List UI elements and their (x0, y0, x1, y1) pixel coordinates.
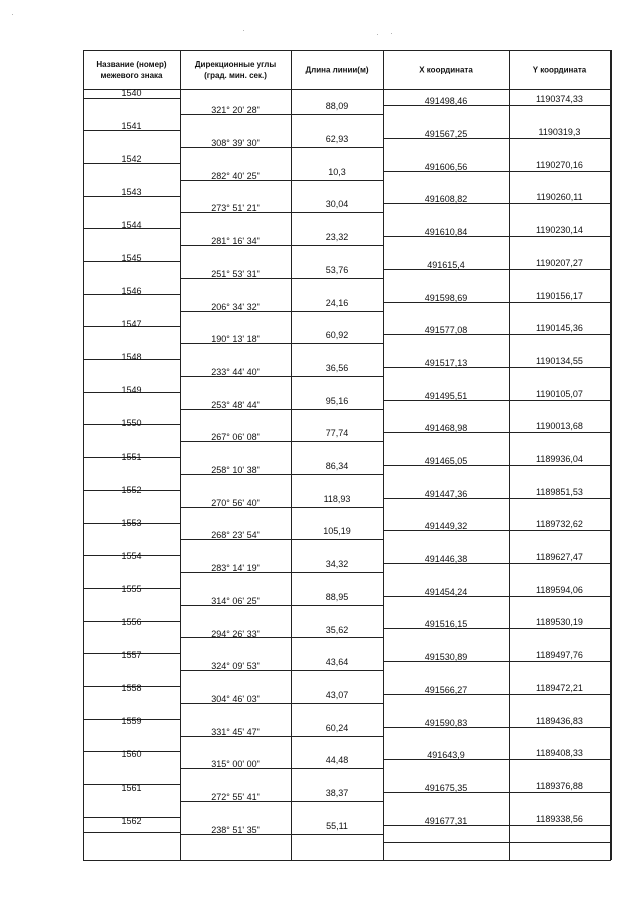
direction-angle: 206° 34' 32" (211, 302, 260, 312)
direction-angle: 267° 06' 08" (211, 432, 260, 442)
header-length-cell (291, 50, 383, 89)
x-coordinate: 491606,56 (424, 162, 468, 172)
x-coordinate: 491610,84 (424, 227, 468, 237)
direction-angle: 314° 06' 25" (211, 596, 260, 606)
x-coordinate: 491577,08 (424, 325, 468, 335)
header-x-cell (383, 50, 509, 89)
y-coordinate: 1190145,36 (536, 323, 583, 333)
y-coordinate: 1189497,76 (536, 650, 583, 660)
line-length: 55,11 (326, 821, 348, 831)
x-coordinate: 491454,24 (424, 587, 468, 597)
header-angle: Дирекционные углы (град. мин. сек.) (194, 59, 277, 80)
point-name: 1558 (121, 683, 142, 693)
y-coordinate: 1189376,88 (536, 781, 583, 791)
x-coordinate: 491598,69 (424, 293, 468, 303)
line-length: 105,19 (323, 526, 351, 536)
x-coordinate: 491517,13 (424, 358, 468, 368)
direction-angle: 253° 48' 44" (211, 400, 260, 410)
point-name: 1541 (121, 121, 142, 131)
point-name: 1551 (121, 452, 142, 462)
line-length: 44,48 (325, 755, 349, 765)
scan-speck (243, 30, 244, 31)
point-name: 1549 (121, 385, 142, 395)
direction-angle: 281° 16' 34" (211, 236, 260, 246)
point-name: 1562 (121, 816, 142, 826)
point-name: 1545 (121, 253, 142, 263)
y-coordinate: 1189627,47 (536, 552, 583, 562)
direction-angle: 251° 53' 31" (211, 269, 260, 279)
header-angle-cell (180, 50, 291, 89)
y-coordinate: 1190134,55 (536, 356, 583, 366)
direction-angle: 304° 46' 03" (211, 694, 260, 704)
line-length: 60,24 (325, 723, 349, 733)
direction-angle: 308° 39' 30" (211, 138, 260, 148)
point-name: 1544 (121, 220, 142, 230)
point-name: 1560 (121, 749, 142, 759)
line-length: 60,92 (325, 330, 349, 340)
line-length: 95,16 (325, 396, 349, 406)
point-name: 1561 (121, 783, 142, 793)
direction-angle: 321° 20' 28" (211, 105, 260, 115)
y-coordinate: 1190207,27 (536, 258, 583, 268)
point-name: 1553 (121, 518, 142, 528)
x-coordinate: 491675,35 (424, 783, 468, 793)
x-coordinate: 491567,25 (424, 129, 468, 139)
row-border (83, 832, 181, 833)
y-coordinate: 1190105,07 (536, 389, 583, 399)
y-coordinate: 1190230,14 (536, 225, 583, 235)
line-length: 36,56 (325, 363, 349, 373)
line-length: 10,3 (328, 167, 346, 177)
scan-speck (377, 34, 378, 35)
y-coordinate: 1189851,53 (536, 487, 583, 497)
x-coordinate: 491530,89 (424, 652, 468, 662)
line-length: 43,07 (325, 690, 349, 700)
line-length: 88,95 (325, 592, 349, 602)
header-name: Название (номер) межевого знака (96, 59, 167, 80)
y-coordinate: 1189338,56 (536, 814, 583, 824)
header-length: Длина линии(м) (305, 65, 369, 74)
x-coordinate: 491498,46 (424, 96, 468, 106)
point-name: 1546 (121, 286, 142, 296)
line-length: 77,74 (325, 428, 349, 438)
point-name: 1556 (121, 617, 142, 627)
point-name: 1543 (121, 187, 142, 197)
row-border (83, 860, 611, 861)
y-coordinate: 1189472,21 (536, 683, 583, 693)
point-name: 1548 (121, 352, 142, 362)
y-coordinate: 1189732,62 (536, 519, 583, 529)
x-coordinate: 491643,9 (427, 750, 465, 760)
direction-angle: 324° 09' 53" (211, 661, 260, 671)
y-coordinate: 1190319,3 (538, 127, 581, 137)
x-coordinate: 491449,32 (424, 521, 468, 531)
y-coordinate: 1190374,33 (536, 94, 583, 104)
line-length: 38,37 (325, 788, 349, 798)
x-coordinate: 491566,27 (424, 685, 468, 695)
line-length: 30,04 (325, 199, 349, 209)
direction-angle: 233° 44' 40" (211, 367, 260, 377)
y-coordinate: 1189594,06 (536, 585, 583, 595)
y-coordinate: 1190156,17 (536, 291, 583, 301)
line-length: 43,64 (325, 657, 349, 667)
header-y-cell (509, 50, 610, 89)
point-name: 1555 (121, 584, 142, 594)
x-coordinate: 491590,83 (424, 718, 468, 728)
direction-angle: 315° 00' 00" (211, 759, 260, 769)
scan-speck (12, 14, 13, 15)
direction-angle: 238° 51' 35" (211, 825, 260, 835)
direction-angle: 190° 13' 18" (211, 334, 260, 344)
point-name: 1559 (121, 716, 142, 726)
row-border (383, 842, 611, 843)
header-x: X координата (419, 65, 473, 74)
point-name: 1540 (121, 88, 142, 98)
direction-angle: 282° 40' 25" (211, 171, 260, 181)
header-y: Y координата (532, 65, 587, 74)
row-border (83, 50, 611, 51)
line-length: 88,09 (325, 101, 349, 111)
y-coordinate: 1190260,11 (536, 192, 583, 202)
x-coordinate: 491468,98 (424, 423, 468, 433)
x-coordinate: 491608,82 (424, 194, 468, 204)
point-name: 1554 (121, 551, 142, 561)
point-name: 1550 (121, 418, 142, 428)
direction-angle: 272° 55' 41" (211, 792, 260, 802)
x-coordinate: 491516,15 (424, 619, 468, 629)
line-length: 118,93 (323, 494, 351, 504)
line-length: 35,62 (325, 625, 349, 635)
line-length: 23,32 (325, 232, 349, 242)
scan-speck (391, 33, 392, 34)
x-coordinate: 491677,31 (424, 816, 468, 826)
direction-angle: 270° 56' 40" (211, 498, 260, 508)
x-coordinate: 491465,05 (424, 456, 468, 466)
x-coordinate: 491446,38 (424, 554, 468, 564)
header-name-cell (83, 50, 180, 89)
line-length: 62,93 (325, 134, 349, 144)
y-coordinate: 1189436,83 (536, 716, 583, 726)
y-coordinate: 1189530,19 (536, 617, 583, 627)
x-coordinate: 491495,51 (424, 391, 468, 401)
direction-angle: 258° 10' 38" (211, 465, 260, 475)
point-name: 1557 (121, 650, 142, 660)
direction-angle: 331° 45' 47" (211, 727, 260, 737)
x-coordinate: 491447,36 (424, 489, 468, 499)
direction-angle: 268° 23' 54" (211, 530, 260, 540)
point-name: 1547 (121, 319, 142, 329)
line-length: 34,32 (325, 559, 349, 569)
x-coordinate: 491615,4 (427, 260, 465, 270)
direction-angle: 273° 51' 21" (211, 203, 260, 213)
line-length: 53,76 (325, 265, 349, 275)
line-length: 24,16 (325, 298, 349, 308)
line-length: 86,34 (325, 461, 349, 471)
y-coordinate: 1190013,68 (536, 421, 583, 431)
y-coordinate: 1190270,16 (536, 160, 583, 170)
point-name: 1552 (121, 485, 142, 495)
y-coordinate: 1189936,04 (536, 454, 583, 464)
point-name: 1542 (121, 154, 142, 164)
y-coordinate: 1189408,33 (536, 748, 583, 758)
direction-angle: 294° 26' 33" (211, 629, 260, 639)
direction-angle: 283° 14' 19" (211, 563, 260, 573)
